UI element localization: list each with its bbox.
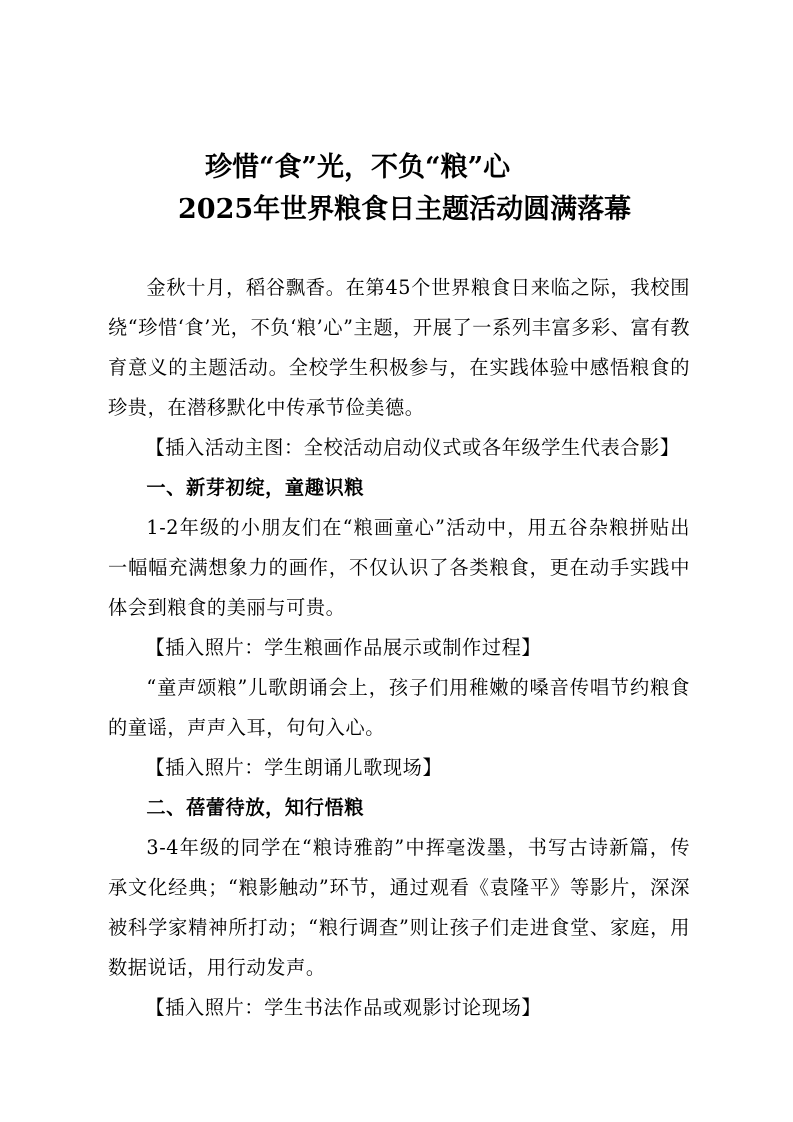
image-placeholder-main: 【插入活动主图：全校活动启动仪式或各年级学生代表合影】: [145, 436, 680, 459]
image-placeholder-grain-art: 【插入照片：学生粮画作品展示或制作过程】: [145, 636, 542, 659]
image-placeholder-calligraphy: 【插入照片：学生书法作品或观影讨论现场】: [145, 996, 542, 1019]
document-title-line-1: 珍惜“食”光，不负“粮”心: [205, 152, 511, 183]
section-heading-2: 二、蓓蕾待放，知行悟粮: [146, 796, 365, 819]
paragraph-section-2: 3-4年级的同学在“粮诗雅韵”中挥毫泼墨，书写古诗新篇，传承文化经典；“粮影触动”环节，通过观看《袁隆平》等影片，深深被科学家精神所打动；“粮行调查”则让孩子们走进食堂、家庭，用数据说话，用行动发声。: [108, 836, 690, 979]
paragraph-section-1: 1-2年级的小朋友们在“粮画童心”活动中，用五谷杂粮拼贴出一幅幅充满想象力的画作，不仅认识了各类粮食，更在动手实践中体会到粮食的美丽与可贵。: [108, 516, 690, 619]
section-heading-1: 一、新芽初绽，童趣识粮: [146, 476, 365, 499]
document-title-line-2: 2025年世界粮食日主题活动圆满落幕: [178, 194, 632, 225]
paragraph-intro: 金秋十月，稻谷飘香。在第45个世界粮食日来临之际，我校围绕“珍惜‘食’光，不负‘粮’心”主题，开展了一系列丰富多彩、富有教育意义的主题活动。全校学生积极参与，在实践体验中感悟粮食的珍贵，在潜移默化中传承节俭美德。: [108, 276, 690, 419]
document-body: [108, 268, 690, 1028]
image-placeholder-recital: 【插入照片：学生朗诵儿歌现场】: [145, 756, 443, 779]
paragraph-recital: “童声颂粮”儿歌朗诵会上，孩子们用稚嫩的嗓音传唱节约粮食的童谣，声声入耳，句句入心。: [108, 676, 690, 739]
